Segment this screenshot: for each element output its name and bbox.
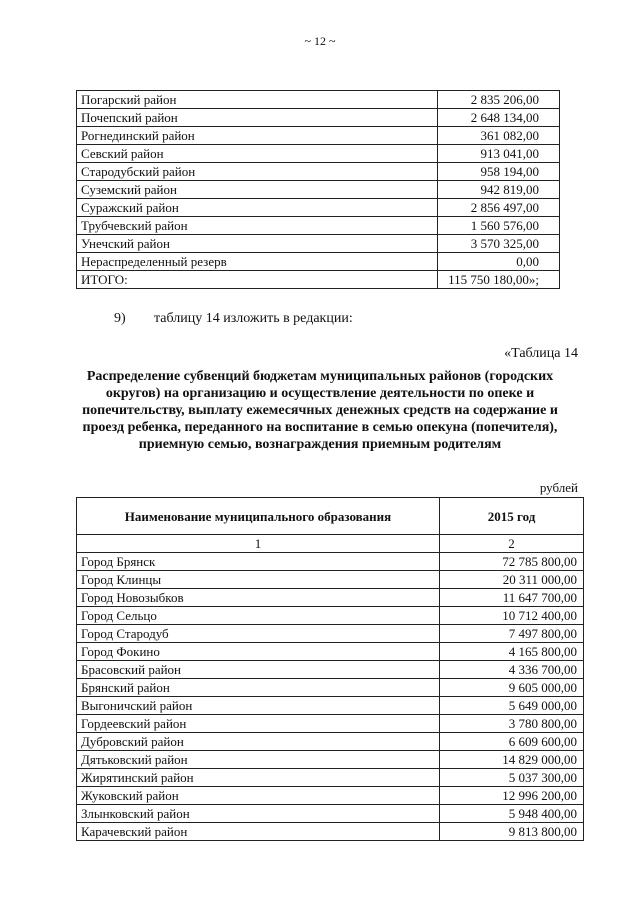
row-name: Город Новозыбков	[77, 589, 440, 607]
row-name: Город Брянск	[77, 553, 440, 571]
row-value: 7 497 800,00	[440, 625, 584, 643]
row-value: 12 996 200,00	[440, 787, 584, 805]
table-row	[77, 199, 560, 217]
table-row	[77, 235, 560, 253]
table-main	[76, 497, 584, 841]
row-name: Почепский район	[77, 109, 438, 127]
row-name: Дятьковский район	[77, 751, 440, 769]
table-row	[77, 145, 560, 163]
row-name: Гордеевский район	[77, 715, 440, 733]
page-number: ~ 12 ~	[304, 34, 336, 48]
row-value: 1 560 576,00	[438, 217, 560, 235]
row-name: Город Сельцо	[77, 607, 440, 625]
row-value: 11 647 700,00	[440, 589, 584, 607]
row-name: Город Стародуб	[77, 625, 440, 643]
table-row	[77, 271, 560, 289]
index-col-1: 1	[77, 535, 440, 553]
row-name: Жуковский район	[77, 787, 440, 805]
table-row	[77, 733, 584, 751]
table-top	[76, 90, 560, 289]
row-name: Жирятинский район	[77, 769, 440, 787]
row-name: Севский район	[77, 145, 438, 163]
table-row	[77, 661, 584, 679]
row-value: 72 785 800,00	[440, 553, 584, 571]
table-row	[77, 181, 560, 199]
header-year: 2015 год	[440, 498, 584, 535]
table-row	[77, 697, 584, 715]
header-name: Наименование муниципального образования	[77, 498, 440, 535]
table-row	[77, 607, 584, 625]
table-row	[77, 553, 584, 571]
row-name: Злынковский район	[77, 805, 440, 823]
row-value: 9 813 800,00	[440, 823, 584, 841]
row-value: 5 649 000,00	[440, 697, 584, 715]
row-name: Город Клинцы	[77, 571, 440, 589]
row-value: 913 041,00	[438, 145, 560, 163]
header-row	[77, 498, 584, 535]
row-name: Погарский район	[77, 91, 438, 109]
row-value: 4 336 700,00	[440, 661, 584, 679]
row-value: 20 311 000,00	[440, 571, 584, 589]
row-name: Выгоничский район	[77, 697, 440, 715]
table-heading: Распределение субвенций бюджетам муниципальных районов (городских округов) на организацию и осуществление деятельности по опеке и попечительству, выплату ежемесячных денежных средств на содержание и проезд ребенка, переданного на воспитание в семью опекуна (попечителя), приемную семью, вознаграждения приемным родителям	[82, 369, 558, 452]
table-row	[77, 805, 584, 823]
row-name: Суражский район	[77, 199, 438, 217]
row-value: 2 835 206,00	[438, 91, 560, 109]
table-row	[77, 91, 560, 109]
row-name: Нераспределенный резерв	[77, 253, 438, 271]
row-value: 942 819,00	[438, 181, 560, 199]
row-value: 2 856 497,00	[438, 199, 560, 217]
table-row	[77, 643, 584, 661]
row-value: 115 750 180,00»;	[438, 271, 560, 289]
table-row	[77, 571, 584, 589]
row-value: 0,00	[438, 253, 560, 271]
row-value: 3 570 325,00	[438, 235, 560, 253]
row-value: 958 194,00	[438, 163, 560, 181]
row-value: 4 165 800,00	[440, 643, 584, 661]
table-row	[77, 715, 584, 733]
row-value: 2 648 134,00	[438, 109, 560, 127]
table-row	[77, 253, 560, 271]
row-name: ИТОГО:	[77, 271, 438, 289]
row-name: Суземский район	[77, 181, 438, 199]
row-value: 5 948 400,00	[440, 805, 584, 823]
row-name: Город Фокино	[77, 643, 440, 661]
row-value: 10 712 400,00	[440, 607, 584, 625]
table-row	[77, 109, 560, 127]
row-name: Дубровский район	[77, 733, 440, 751]
table-row	[77, 769, 584, 787]
row-value: 9 605 000,00	[440, 679, 584, 697]
table-row	[77, 679, 584, 697]
row-name: Брянский район	[77, 679, 440, 697]
item-number: 9)	[114, 311, 126, 326]
row-name: Трубчевский район	[77, 217, 438, 235]
row-name: Брасовский район	[77, 661, 440, 679]
row-value: 14 829 000,00	[440, 751, 584, 769]
table-row	[77, 787, 584, 805]
amendment-item	[114, 311, 353, 327]
table-row	[77, 589, 584, 607]
row-name: Карачевский район	[77, 823, 440, 841]
row-value: 3 780 800,00	[440, 715, 584, 733]
table-row	[77, 625, 584, 643]
index-row	[77, 535, 584, 553]
row-value: 361 082,00	[438, 127, 560, 145]
row-name: Рогнединский район	[77, 127, 438, 145]
row-name: Унечский район	[77, 235, 438, 253]
row-name: Стародубский район	[77, 163, 438, 181]
table-row	[77, 217, 560, 235]
index-col-2: 2	[440, 535, 584, 553]
table-row	[77, 823, 584, 841]
row-value: 5 037 300,00	[440, 769, 584, 787]
table-row	[77, 127, 560, 145]
table-row	[77, 751, 584, 769]
row-value: 6 609 600,00	[440, 733, 584, 751]
item-text: таблицу 14 изложить в редакции:	[154, 311, 353, 326]
table-label: «Таблица 14	[504, 346, 578, 361]
table-row	[77, 163, 560, 181]
units-label: рублей	[539, 480, 578, 495]
